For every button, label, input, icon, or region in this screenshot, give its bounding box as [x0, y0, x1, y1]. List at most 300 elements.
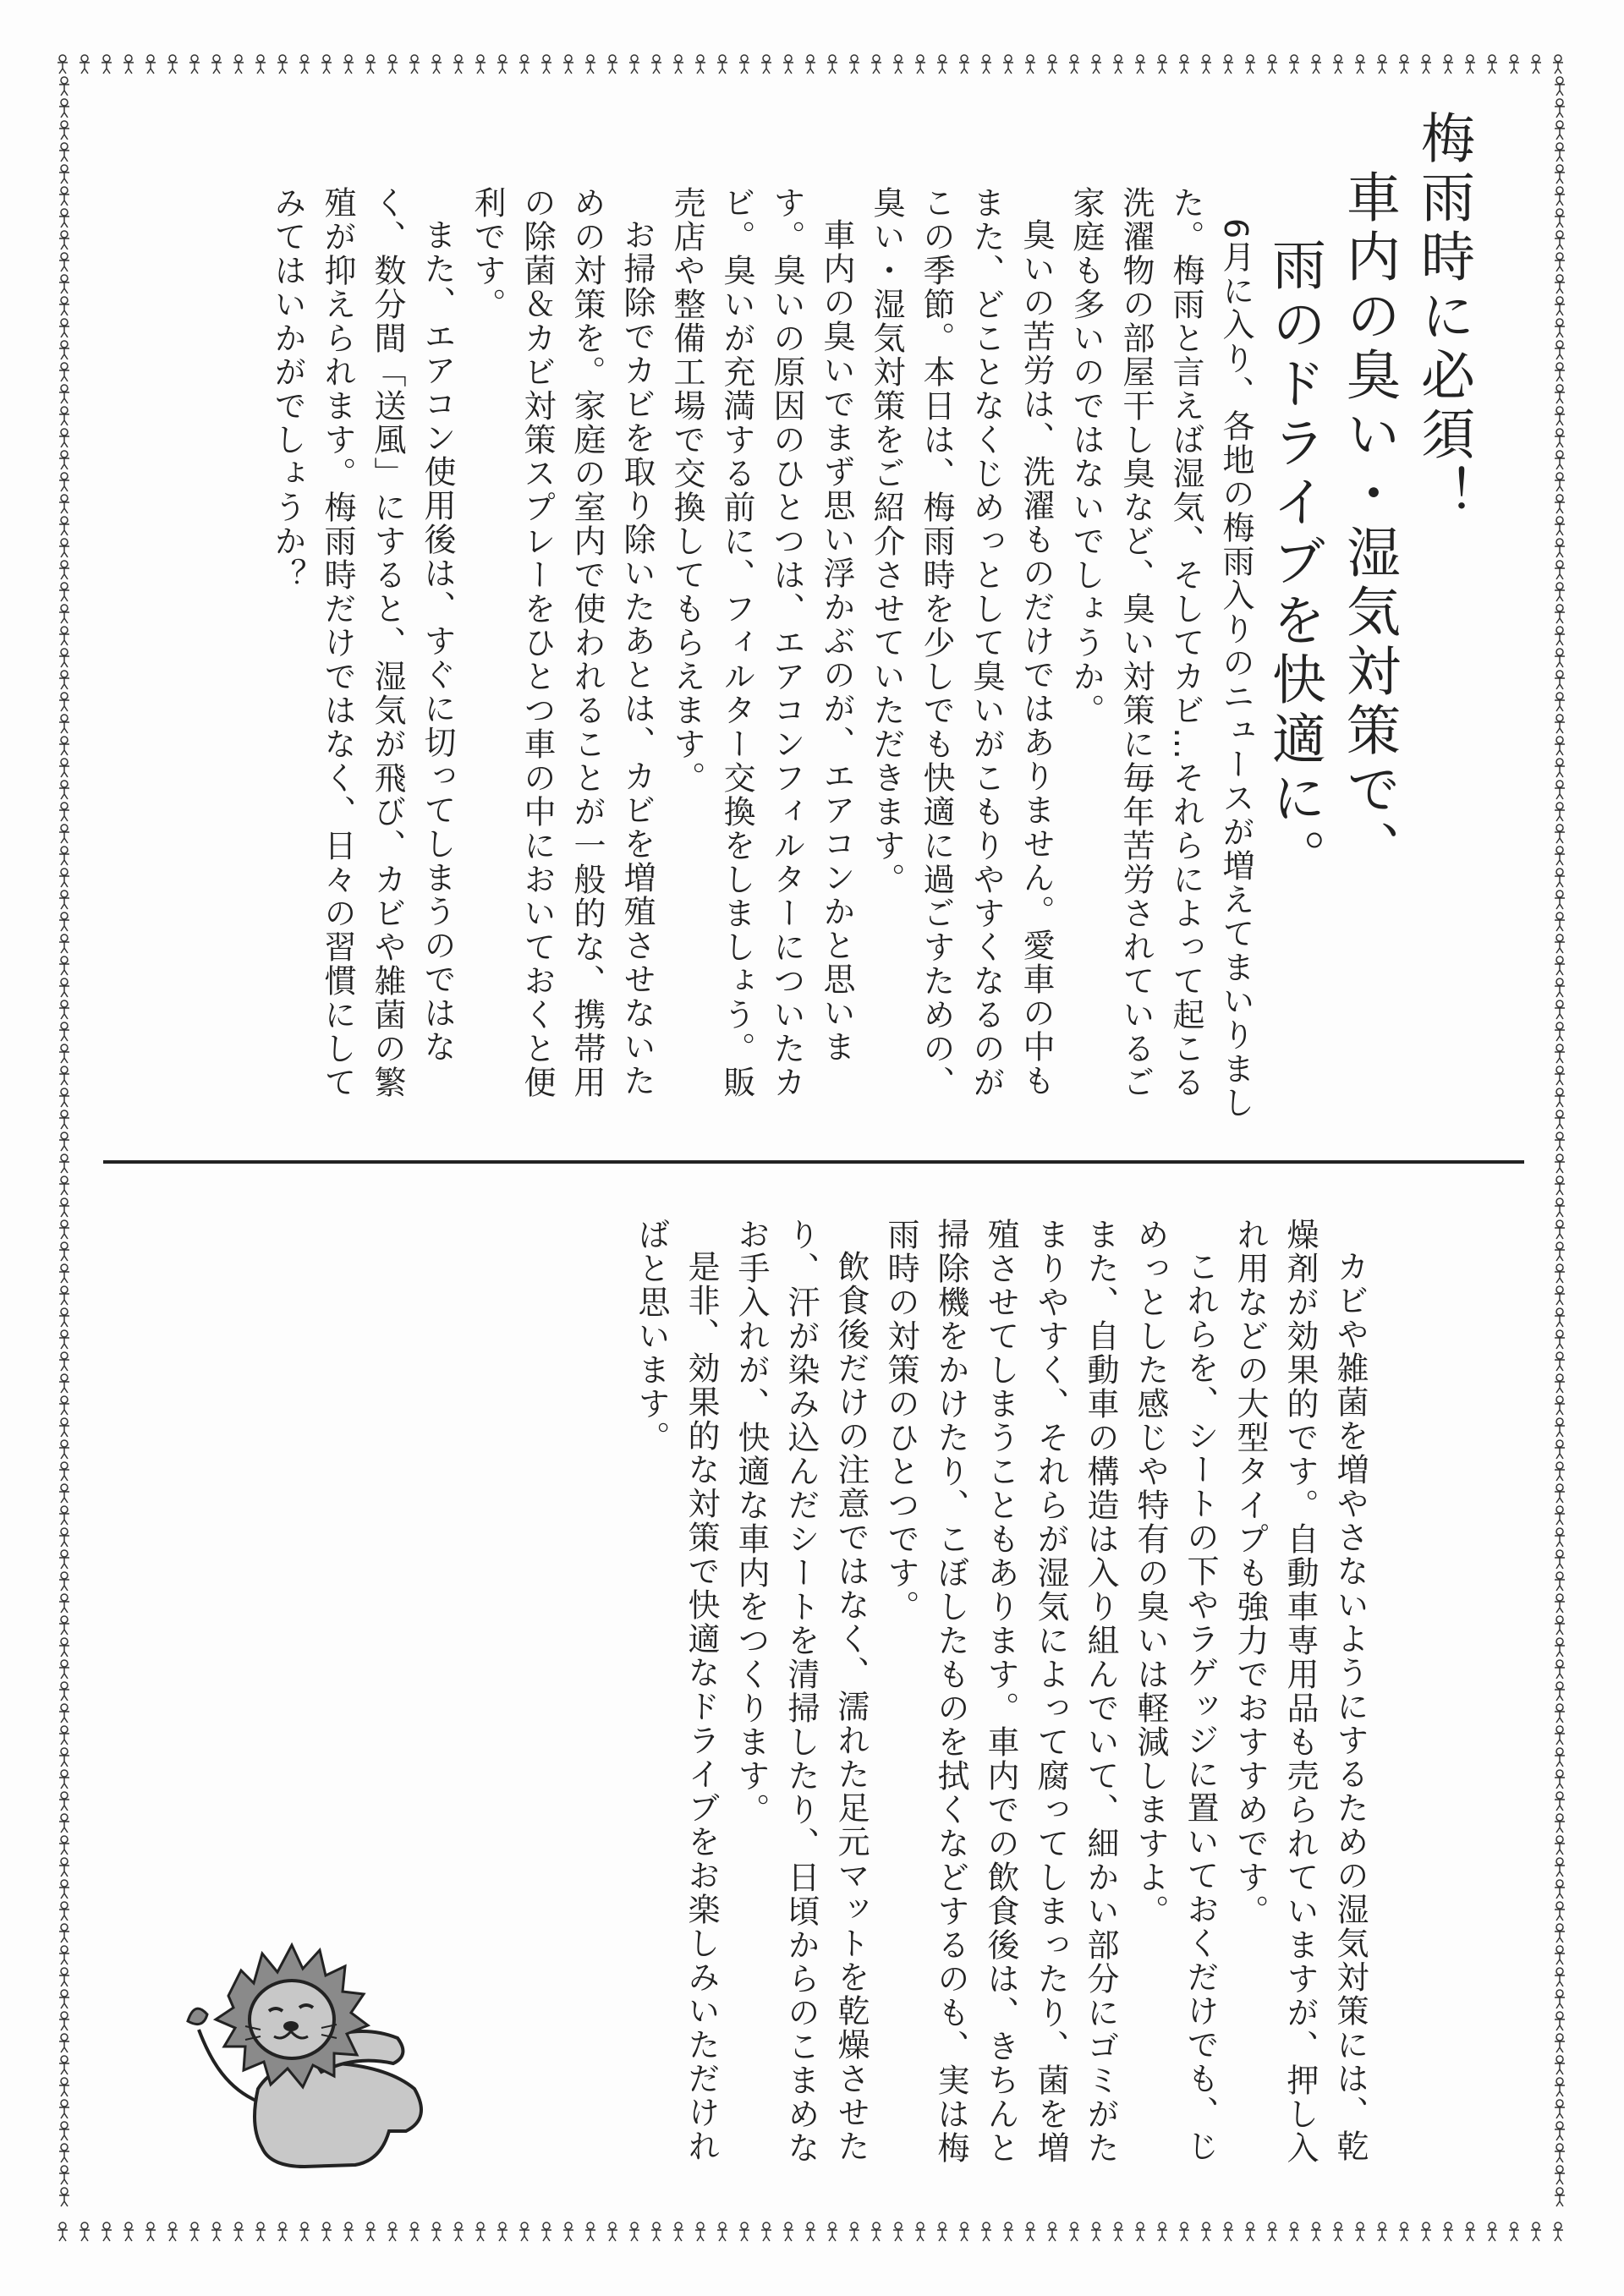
person-figure-icon [59, 1528, 69, 1547]
person-figure-icon [59, 715, 69, 733]
headline-line-3: 雨のドライブを快適に。 [1263, 237, 1325, 888]
person-figure-icon [80, 55, 90, 74]
person-figure-icon [59, 1242, 69, 1261]
person-figure-icon [59, 2100, 69, 2118]
person-figure-icon [1555, 275, 1565, 293]
person-figure-icon [1245, 55, 1255, 74]
person-figure-icon [59, 275, 69, 293]
person-figure-icon [651, 55, 661, 74]
person-figure-icon [59, 165, 69, 184]
person-figure-icon [1113, 55, 1123, 74]
person-figure-icon [1223, 55, 1233, 74]
person-figure-icon [519, 2222, 529, 2241]
person-figure-icon [1555, 649, 1565, 667]
person-figure-icon [1555, 1946, 1565, 1964]
lion-icon [178, 1920, 448, 2173]
person-figure-icon [59, 143, 69, 162]
headline-line-1: 梅雨時に必須！ [1412, 110, 1474, 524]
person-figure-icon [233, 2222, 244, 2241]
person-figure-icon [365, 2222, 376, 2241]
person-figure-icon [1555, 209, 1565, 227]
person-figure-icon [299, 55, 310, 74]
person-figure-icon [937, 55, 947, 74]
person-figure-icon [59, 2122, 69, 2140]
paragraph: 6月に入り、各地の梅雨入りのニュースが増えてまいりました。梅雨と言えば湿気、そしてカビ…それらによって起こる洗濯物の部屋干し臭など、臭い対策に毎年苦労されているご家庭も多いのではないでしょうか。 [1067, 186, 1254, 1121]
person-figure-icon [1555, 1638, 1565, 1657]
person-figure-icon [1201, 2222, 1211, 2241]
person-figure-icon [1179, 55, 1189, 74]
person-figure-icon [59, 956, 69, 975]
person-figure-icon [59, 781, 69, 799]
person-figure-icon [1421, 55, 1431, 74]
person-figure-icon [871, 55, 881, 74]
person-figure-icon [1555, 1374, 1565, 1393]
person-figure-icon [59, 1022, 69, 1041]
person-figure-icon [59, 363, 69, 381]
person-figure-icon [59, 1572, 69, 1591]
person-figure-icon [59, 1748, 69, 1767]
person-figure-icon [59, 934, 69, 953]
person-figure-icon [1555, 1990, 1565, 2008]
person-figure-icon [1555, 1066, 1565, 1085]
person-figure-icon [761, 2222, 771, 2241]
person-figure-icon [1509, 2222, 1519, 2241]
person-figure-icon [915, 2222, 925, 2241]
person-figure-icon [59, 583, 69, 601]
person-figure-icon [1555, 1858, 1565, 1877]
person-figure-icon [59, 99, 69, 118]
person-figure-icon [80, 2222, 90, 2241]
person-figure-icon [59, 1880, 69, 1899]
person-figure-icon [1555, 451, 1565, 469]
person-figure-icon [541, 55, 551, 74]
person-figure-icon [59, 2144, 69, 2162]
person-figure-icon [59, 1550, 69, 1569]
person-figure-icon [1555, 847, 1565, 865]
person-figure-icon [59, 385, 69, 403]
person-figure-icon [189, 55, 200, 74]
person-figure-icon [387, 2222, 398, 2241]
person-figure-icon [1555, 781, 1565, 799]
person-figure-icon [59, 1462, 69, 1481]
person-figure-icon [475, 55, 486, 74]
person-figure-icon [211, 2222, 222, 2241]
person-figure-icon [1555, 407, 1565, 425]
person-figure-icon [1555, 187, 1565, 205]
person-figure-icon [1135, 55, 1145, 74]
person-figure-icon [59, 1440, 69, 1459]
top-article-body [144, 186, 1260, 1125]
person-figure-icon [1555, 2166, 1565, 2184]
person-figure-icon [1003, 2222, 1013, 2241]
person-figure-icon [1069, 55, 1079, 74]
person-figure-icon [1555, 1550, 1565, 1569]
person-figure-icon [1399, 55, 1409, 74]
person-figure-icon [959, 2222, 969, 2241]
person-figure-icon [59, 803, 69, 821]
person-figure-icon [431, 55, 442, 74]
person-figure-icon [59, 341, 69, 359]
person-figure-icon [59, 2166, 69, 2184]
person-figure-icon [59, 121, 69, 140]
person-figure-icon [1047, 55, 1057, 74]
person-figure-icon [59, 978, 69, 997]
person-figure-icon [585, 55, 595, 74]
person-figure-icon [607, 2222, 617, 2241]
person-figure-icon [59, 1506, 69, 1525]
person-figure-icon [1555, 341, 1565, 359]
person-figure-icon [59, 1220, 69, 1239]
person-figure-icon [255, 55, 266, 74]
person-figure-icon [59, 825, 69, 843]
person-figure-icon [453, 55, 464, 74]
person-figure-icon [607, 55, 617, 74]
person-figure-icon [59, 1792, 69, 1811]
person-figure-icon [1555, 1924, 1565, 1943]
person-figure-icon [1487, 55, 1497, 74]
person-figure-icon [1555, 605, 1565, 623]
person-figure-icon [59, 561, 69, 579]
person-figure-icon [761, 55, 771, 74]
person-figure-icon [717, 2222, 727, 2241]
person-figure-icon [585, 2222, 595, 2241]
person-figure-icon [1245, 2222, 1255, 2241]
person-figure-icon [59, 1418, 69, 1437]
person-figure-icon [59, 539, 69, 557]
person-figure-icon [59, 737, 69, 755]
person-figure-icon [409, 2222, 420, 2241]
person-figure-icon [59, 77, 69, 96]
person-figure-icon [1555, 583, 1565, 601]
person-figure-icon [102, 55, 112, 74]
person-figure-icon [1555, 121, 1565, 140]
person-figure-icon [1555, 2034, 1565, 2052]
person-figure-icon [1487, 2222, 1497, 2241]
person-figure-icon [277, 55, 288, 74]
person-figure-icon [1555, 1264, 1565, 1283]
person-figure-icon [1555, 956, 1565, 975]
person-figure-icon [59, 2078, 69, 2096]
person-figure-icon [1421, 2222, 1431, 2241]
person-figure-icon [1555, 825, 1565, 843]
person-figure-icon [1555, 385, 1565, 403]
person-figure-icon [1179, 2222, 1189, 2241]
person-figure-icon [1555, 1154, 1565, 1173]
person-figure-icon [431, 2222, 442, 2241]
person-figure-icon [59, 1968, 69, 1986]
person-figure-icon [1289, 2222, 1299, 2241]
person-figure-icon [1555, 2100, 1565, 2118]
headline-line-2: 車内の臭い・湿気対策で、 [1337, 169, 1400, 879]
person-figure-icon [1555, 1418, 1565, 1437]
person-figure-icon [1555, 1572, 1565, 1591]
person-figure-icon [1555, 1022, 1565, 1041]
paragraph: 臭いの苦労は、洗濯ものだけではありません。愛車の中もまた、どことなくじめっとして臭いがこもりやすくなるのがこの季節。本日は、梅雨時を少しでも快適に過ごすための、臭い・湿気対策をご紹介させていただきます。 [868, 186, 1055, 1099]
person-figure-icon [497, 2222, 508, 2241]
person-figure-icon [827, 55, 837, 74]
person-figure-icon [1555, 165, 1565, 184]
person-figure-icon [1555, 1528, 1565, 1547]
person-figure-icon [59, 869, 69, 887]
person-figure-icon [59, 1770, 69, 1789]
person-figure-icon [1113, 2222, 1123, 2241]
person-figure-icon [1311, 55, 1321, 74]
person-figure-icon [981, 55, 991, 74]
person-figure-icon [1555, 1726, 1565, 1745]
person-figure-icon [59, 1352, 69, 1371]
person-figure-icon [59, 429, 69, 447]
person-figure-icon [1555, 1176, 1565, 1195]
person-figure-icon [673, 2222, 683, 2241]
person-figure-icon [1555, 253, 1565, 271]
person-figure-icon [805, 2222, 815, 2241]
person-figure-icon [59, 1264, 69, 1283]
person-figure-icon [321, 55, 332, 74]
person-figure-icon [1555, 934, 1565, 953]
person-figure-icon [59, 297, 69, 315]
person-figure-icon [59, 1814, 69, 1833]
person-figure-icon [1311, 2222, 1321, 2241]
person-figure-icon [1555, 627, 1565, 645]
person-figure-icon [1555, 759, 1565, 777]
person-figure-icon [1289, 55, 1299, 74]
person-figure-icon [1555, 1836, 1565, 1855]
person-figure-icon [123, 2222, 134, 2241]
person-figure-icon [59, 495, 69, 513]
person-figure-icon [783, 55, 793, 74]
person-figure-icon [1531, 2222, 1541, 2241]
person-figure-icon [59, 1308, 69, 1327]
person-figure-icon [343, 2222, 354, 2241]
person-figure-icon [59, 1484, 69, 1503]
person-figure-icon [59, 2012, 69, 2030]
paragraph: これらを、シートの下やラゲッジに置いておくだけでも、じめっとした感じや特有の臭いは軽減しますよ。 [1132, 1218, 1219, 2163]
person-figure-icon [59, 1704, 69, 1723]
person-figure-icon [59, 253, 69, 271]
person-figure-icon [1555, 473, 1565, 491]
person-figure-icon [563, 2222, 573, 2241]
person-figure-icon [59, 1132, 69, 1151]
section-divider [103, 1160, 1524, 1164]
person-figure-icon [59, 1396, 69, 1415]
person-figure-icon [59, 1066, 69, 1085]
person-figure-icon [1555, 1594, 1565, 1613]
person-figure-icon [1555, 1792, 1565, 1811]
person-figure-icon [211, 55, 222, 74]
person-figure-icon [1509, 55, 1519, 74]
person-figure-icon [1443, 2222, 1453, 2241]
person-figure-icon [783, 2222, 793, 2241]
person-figure-icon [1555, 1440, 1565, 1459]
person-figure-icon [1555, 1396, 1565, 1415]
person-figure-icon [563, 55, 573, 74]
person-figure-icon [365, 55, 376, 74]
person-figure-icon [1555, 2188, 1565, 2206]
person-figure-icon [1555, 1308, 1565, 1327]
person-figure-icon [1267, 2222, 1277, 2241]
person-figure-icon [1555, 1506, 1565, 1525]
person-figure-icon [1555, 1880, 1565, 1899]
person-figure-icon [1555, 1330, 1565, 1349]
person-figure-icon [255, 2222, 266, 2241]
person-figure-icon [1377, 2222, 1387, 2241]
person-figure-icon [1047, 2222, 1057, 2241]
person-figure-icon [475, 2222, 486, 2241]
person-figure-icon [59, 231, 69, 249]
person-figure-icon [1201, 55, 1211, 74]
person-figure-icon [1555, 978, 1565, 997]
person-figure-icon [1091, 55, 1101, 74]
paragraph: 車内の臭いでまず思い浮かぶのが、エアコンかと思います。臭いの原因のひとつは、エアコンフィルターについたカビ。臭いが充満する前に、フィルター交換をしましょう。販売店や整備工場で交換してもらえます。 [668, 186, 855, 1099]
person-figure-icon [629, 2222, 639, 2241]
person-figure-icon [1555, 1814, 1565, 1833]
person-figure-icon [343, 55, 354, 74]
person-figure-icon [167, 2222, 178, 2241]
paragraph: また、エアコン使用後は、すぐに切ってしまうのではなく、数分間「送風」にすると、湿気が飛び、カビや雑菌の繁殖が抑えられます。梅雨時だけではなく、日々の習慣にしてみてはいかがでしょうか？ [269, 186, 456, 1099]
person-figure-icon [58, 55, 68, 74]
person-figure-icon [59, 2188, 69, 2206]
bottom-article-body [546, 1218, 1374, 2173]
person-figure-icon [629, 55, 639, 74]
person-figure-icon [277, 2222, 288, 2241]
person-figure-icon [1555, 1088, 1565, 1107]
person-figure-icon [1555, 715, 1565, 733]
person-figure-icon [1157, 55, 1167, 74]
person-figure-icon [123, 55, 134, 74]
person-figure-icon [1553, 2222, 1563, 2241]
person-figure-icon [59, 1594, 69, 1613]
person-figure-icon [59, 1088, 69, 1107]
person-figure-icon [59, 209, 69, 227]
person-figure-icon [1555, 1902, 1565, 1921]
person-figure-icon [1555, 363, 1565, 381]
headline [1257, 110, 1480, 1125]
person-figure-icon [1355, 55, 1365, 74]
person-figure-icon [59, 1154, 69, 1173]
person-figure-icon [1555, 143, 1565, 162]
person-figure-icon [1555, 1660, 1565, 1679]
person-figure-icon [1555, 869, 1565, 887]
person-figure-icon [233, 55, 244, 74]
person-figure-icon [59, 1902, 69, 1921]
person-figure-icon [1555, 77, 1565, 96]
person-figure-icon [145, 2222, 156, 2241]
person-figure-icon [695, 2222, 705, 2241]
person-figure-icon [1555, 890, 1565, 909]
person-figure-icon [1555, 539, 1565, 557]
person-figure-icon [1465, 2222, 1475, 2241]
person-figure-icon [102, 2222, 112, 2241]
person-figure-icon [59, 890, 69, 909]
person-figure-icon [59, 1638, 69, 1657]
person-figure-icon [59, 1176, 69, 1195]
person-figure-icon [1555, 1110, 1565, 1129]
person-figure-icon [59, 1000, 69, 1019]
person-figure-icon [1555, 495, 1565, 513]
person-figure-icon [1555, 1220, 1565, 1239]
person-figure-icon [1555, 737, 1565, 755]
person-figure-icon [1333, 2222, 1343, 2241]
person-figure-icon [1555, 1484, 1565, 1503]
person-figure-icon [981, 2222, 991, 2241]
person-figure-icon [59, 1110, 69, 1129]
person-figure-icon [1555, 2078, 1565, 2096]
person-figure-icon [167, 55, 178, 74]
person-figure-icon [717, 55, 727, 74]
person-figure-icon [387, 55, 398, 74]
person-figure-icon [1025, 55, 1035, 74]
person-figure-icon [1555, 693, 1565, 711]
person-figure-icon [541, 2222, 551, 2241]
person-figure-icon [59, 627, 69, 645]
person-figure-icon [1555, 2056, 1565, 2074]
person-figure-icon [1555, 1242, 1565, 1261]
person-figure-icon [59, 1946, 69, 1964]
person-figure-icon [1555, 2012, 1565, 2030]
person-figure-icon [409, 55, 420, 74]
person-figure-icon [59, 187, 69, 205]
person-figure-icon [59, 671, 69, 689]
person-figure-icon [1555, 99, 1565, 118]
person-figure-icon [59, 1286, 69, 1305]
person-figure-icon [959, 55, 969, 74]
person-figure-icon [937, 2222, 947, 2241]
person-figure-icon [1555, 1352, 1565, 1371]
person-figure-icon [1555, 2144, 1565, 2162]
person-figure-icon [59, 2034, 69, 2052]
person-figure-icon [893, 2222, 903, 2241]
person-figure-icon [1555, 2122, 1565, 2140]
person-figure-icon [1555, 319, 1565, 337]
person-figure-icon [59, 1330, 69, 1349]
person-figure-icon [915, 55, 925, 74]
person-figure-icon [59, 693, 69, 711]
person-figure-icon [1555, 1968, 1565, 1986]
person-figure-icon [1555, 803, 1565, 821]
person-figure-icon [1003, 55, 1013, 74]
person-figure-icon [453, 2222, 464, 2241]
person-figure-icon [1555, 297, 1565, 315]
person-figure-icon [59, 451, 69, 469]
person-figure-icon [59, 759, 69, 777]
person-figure-icon [497, 55, 508, 74]
person-figure-icon [59, 517, 69, 535]
person-figure-icon [827, 2222, 837, 2241]
person-figure-icon [1333, 55, 1343, 74]
person-figure-icon [1555, 1198, 1565, 1217]
person-figure-icon [59, 912, 69, 931]
person-figure-icon [1223, 2222, 1233, 2241]
paragraph: 飲食後だけの注意ではなく、濡れた足元マットを乾燥させたり、汗が染み込んだシートを清掃したり、日頃からのこまめなお手入れが、快適な車内をつくります。 [732, 1218, 870, 2165]
person-figure-icon [695, 55, 705, 74]
paragraph: 是非、効果的な対策で快適なドライブをお楽しみいただければと思います。 [633, 1218, 720, 2163]
person-figure-icon [59, 1044, 69, 1063]
person-figure-icon [651, 2222, 661, 2241]
person-figure-icon [1555, 1286, 1565, 1305]
person-figure-icon [59, 1198, 69, 1217]
person-figure-icon [1069, 2222, 1079, 2241]
person-figure-icon [849, 55, 859, 74]
person-figure-icon [1555, 1044, 1565, 1063]
person-figure-icon [59, 1616, 69, 1635]
person-figure-icon [1555, 1132, 1565, 1151]
paragraph: カビや雑菌を増やさないようにするための湿気対策には、乾燥剤が効果的です。自動車専用品も売られていますが、押し入れ用などの大型タイプも強力でおすすめです。 [1232, 1218, 1369, 2165]
person-figure-icon [739, 55, 749, 74]
person-figure-icon [299, 2222, 310, 2241]
person-figure-icon [59, 1836, 69, 1855]
person-figure-icon [1555, 671, 1565, 689]
person-figure-icon [871, 2222, 881, 2241]
